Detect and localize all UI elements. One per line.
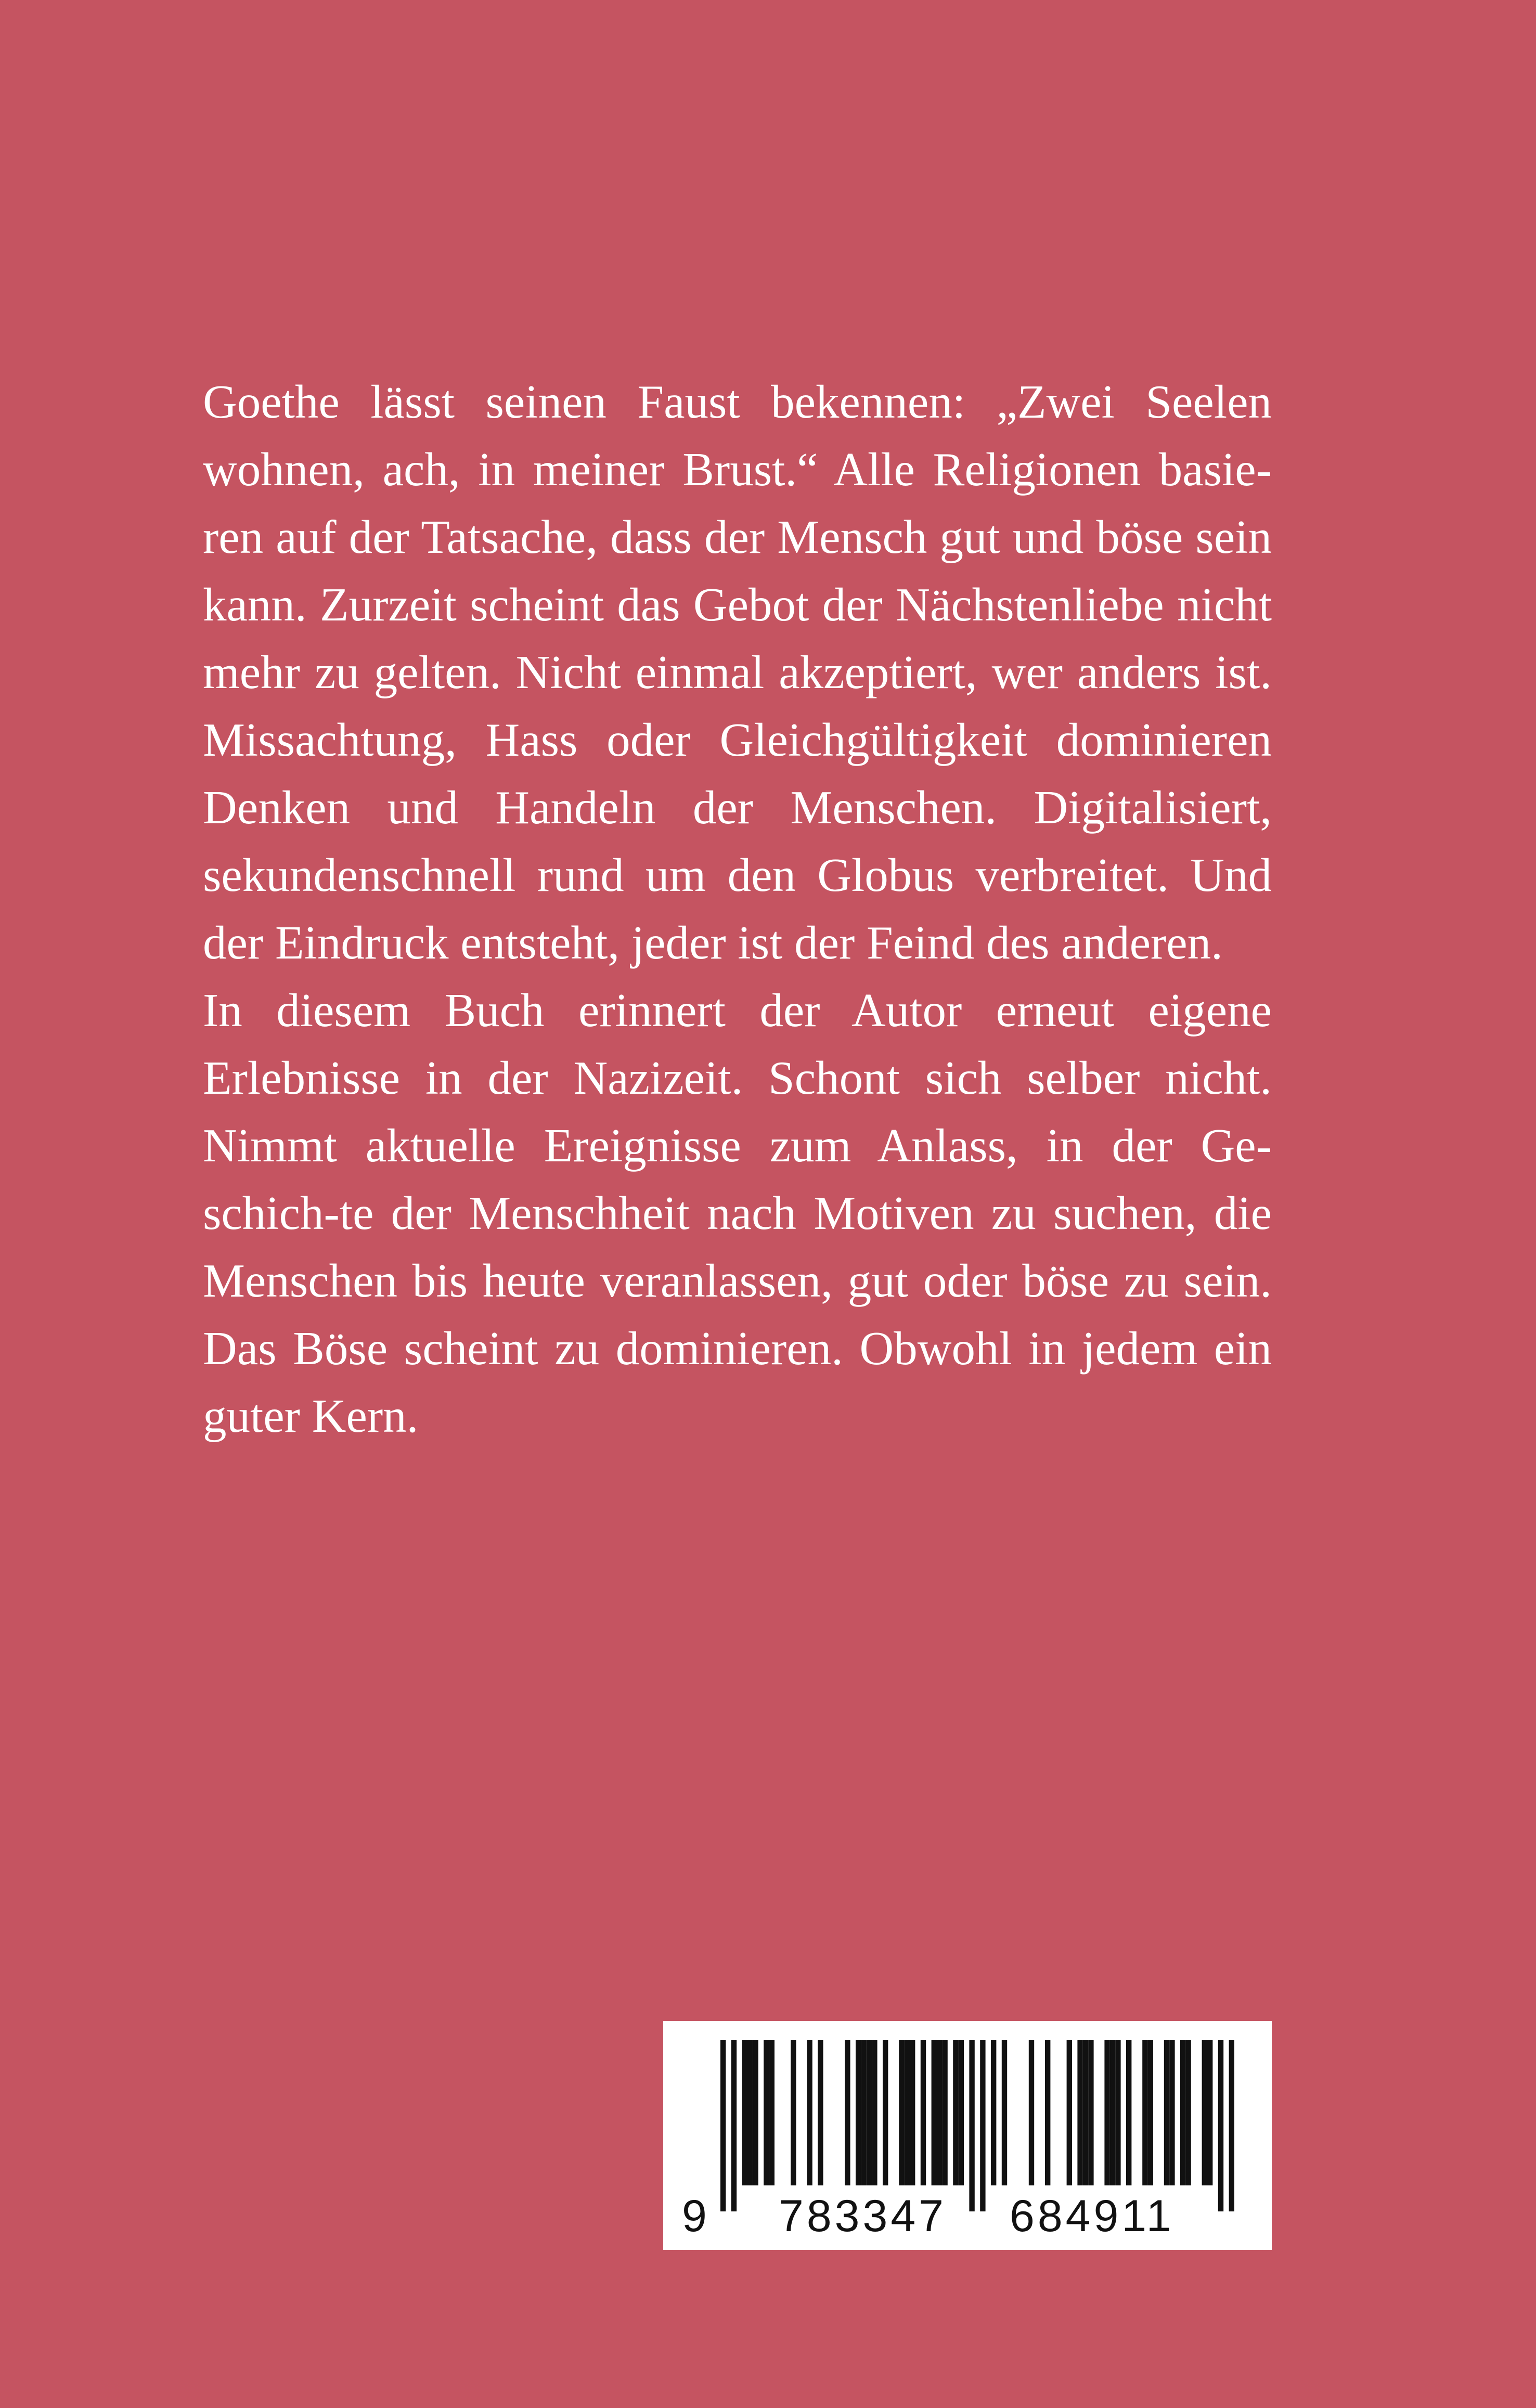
barcode-bar — [1077, 2040, 1082, 2185]
barcode-bar — [1169, 2040, 1174, 2185]
barcode-bar — [910, 2040, 915, 2185]
barcode-bar — [818, 2040, 823, 2185]
barcode-bar — [959, 2040, 964, 2185]
barcode-bar — [1148, 2040, 1153, 2185]
barcode-bar — [856, 2040, 861, 2185]
barcode-bar — [791, 2040, 796, 2185]
barcode-bar — [731, 2040, 737, 2211]
barcode-bar — [769, 2040, 775, 2185]
barcode-bar — [742, 2040, 747, 2185]
barcode-bar — [969, 2040, 974, 2211]
isbn-lead-digit: 9 — [682, 2191, 707, 2241]
barcode-bar — [1142, 2040, 1147, 2185]
barcode-bar — [953, 2040, 958, 2185]
barcode-bar — [1088, 2040, 1093, 2185]
barcode-bar — [905, 2040, 910, 2185]
barcode-bar — [932, 2040, 937, 2185]
barcode-bar — [1045, 2040, 1050, 2185]
barcode-bar — [942, 2040, 947, 2185]
barcode-bar — [1029, 2040, 1034, 2185]
barcode-bar — [1218, 2040, 1223, 2211]
barcode-bar — [1104, 2040, 1109, 2185]
barcode-bar — [753, 2040, 758, 2185]
barcode-bar — [861, 2040, 866, 2185]
barcode-bar — [807, 2040, 812, 2185]
barcode-bar — [899, 2040, 904, 2185]
barcode-bar — [921, 2040, 926, 2185]
barcode-bar — [1202, 2040, 1207, 2185]
barcode-bar — [1207, 2040, 1212, 2185]
barcode-bar — [1110, 2040, 1115, 2185]
barcode-bar — [1083, 2040, 1088, 2185]
back-cover-blurb — [203, 368, 1272, 1450]
isbn-barcode — [663, 2021, 1272, 2250]
blurb-paragraph-1: Goethe lässt seinen Faust bekennen: „Zwei Seelen wohnen, ach, in meiner Brust.“ Alle Religionen basieren auf der Tatsache, dass der Mensch gut und böse sein kann. Zurzeit scheint das Gebot der Nächstenliebe nicht mehr zu gelten. Nicht einmal akzeptiert, wer anders ist. Missachtung, Hass oder Gleichgültigkeit dominieren Denken und Handeln der Menschen. Digitalisiert, sekundenschnell rund um den Globus verbreitet. Und der Eindruck entsteht, jeder ist der Feind des anderen. — [203, 376, 1272, 969]
barcode-bar — [1229, 2040, 1234, 2211]
barcode-bar — [720, 2040, 726, 2211]
barcode-bar — [764, 2040, 769, 2185]
barcode-bar — [1067, 2040, 1072, 2185]
barcode-bar — [1180, 2040, 1185, 2185]
barcode-bar — [872, 2040, 877, 2185]
isbn-right-digits: 684911 — [1010, 2191, 1174, 2241]
barcode-bar — [1126, 2040, 1131, 2185]
blurb-paragraph-2: In diesem Buch erinnert der Autor erneut eigene Erlebnisse in der Nazizeit. Schont sich selber nicht. Nimmt aktuelle Ereignisse zum Anlass, in der Geschich-te der Menschheit nach Motiven zu suchen, die Menschen bis heute veranlassen, gut oder böse zu sein. Das Böse scheint zu dominieren. Obwohl in jedem ein guter Kern. — [203, 984, 1272, 1442]
barcode-bar — [1164, 2040, 1169, 2185]
barcode-bar — [747, 2040, 753, 2185]
barcode-bar — [1185, 2040, 1191, 2185]
barcode-bar — [883, 2040, 888, 2185]
barcode-bar — [980, 2040, 985, 2211]
barcode-bar — [937, 2040, 942, 2185]
barcode-bar — [1002, 2040, 1007, 2185]
isbn-left-digits: 783347 — [779, 2191, 947, 2241]
barcode-bar — [1115, 2040, 1120, 2185]
barcode-bar — [991, 2040, 996, 2185]
barcode-bar — [845, 2040, 850, 2185]
barcode-bar — [867, 2040, 872, 2185]
barcode-bars — [663, 2021, 1272, 2250]
